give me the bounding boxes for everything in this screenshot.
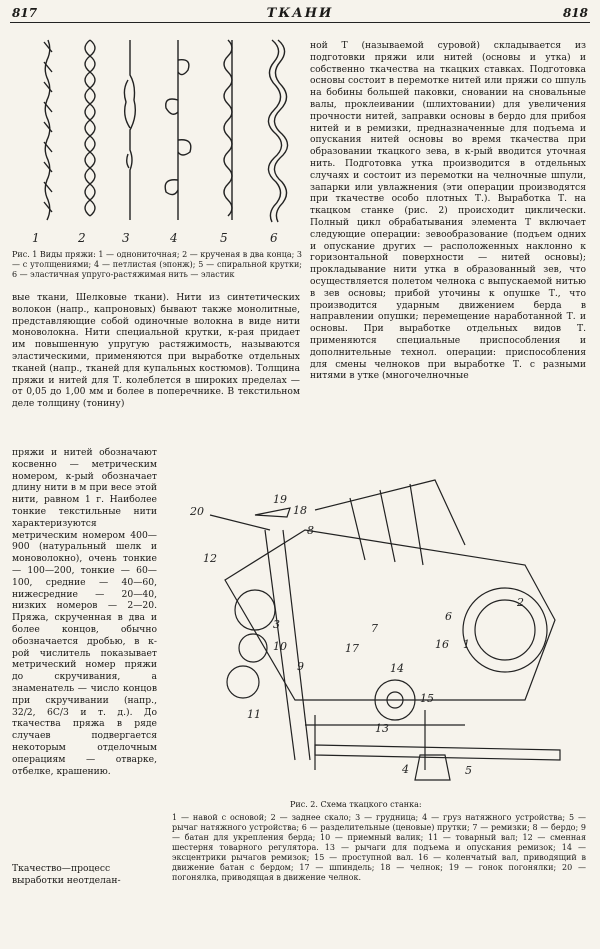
left-paragraph-3: Ткачество—процесс выработки неотделан-: [12, 863, 121, 886]
part-label-1: 1: [463, 638, 470, 651]
page-title: ТКАНИ: [266, 6, 334, 21]
part-label-2: 2: [517, 596, 524, 609]
part-label-3: 3: [273, 618, 280, 631]
yarn-types-figure: [10, 30, 302, 248]
part-label-5: 5: [465, 764, 472, 777]
header-rule: [10, 22, 590, 23]
part-label-4: 4: [402, 763, 409, 776]
fig1-label: 3: [122, 231, 130, 245]
fig1-label: 6: [270, 231, 278, 245]
right-paragraph-1: ной Т (называемой суровой) складывается из подготовки пряжи или нитей (основы и утка) и собственно ткачества на ткацких ставках. Подготовка основы состоит в перемотке нитей или пряжи со шпуль на бобины большей паковки, сновании на сновальные валы, проклеивании (шлихтовании) для увеличения прочности нитей, заправки основы в бердо для прибоя нитей и в ремизки, предназначенные для подъема и опускания нитей основы во время ткачества при образовании ткацкого зева, в к-рый вводится уточная нить. Подготовка утка производится в отдельных случаях и состоит из перемотки на челночные шпули, запарки или увлажнения (эти операции производятся при ткачестве особо плотных Т.). Выработка Т. на ткацком станке (рис. 2) происходит циклически. Полный цикл обрабатывания элемента Т включает следующие операции: зевообразование (подъем одних и опускание других — расположенных наклонно к горизонтальной поверхности — нитей основы); прокладывание нити утка в образованный зев, что осуществляется полетом челнока с выпускаемой нитью в зев основы; прибой уточины к опушке Т., что производится ударным движением берда в направлении опушки; перемещение наработанной Т. и основы. При выработке отдельных видов Т. применяются специальные приспособления и дополнительные технол. операции: приспособления для смены челноков при выработке Т. с разными нитями в утке (многочелночные: [310, 40, 586, 382]
part-label-8: 8: [307, 524, 314, 537]
part-label-7: 7: [371, 622, 378, 635]
fig1-label: 1: [32, 231, 40, 245]
part-label-12: 12: [203, 552, 217, 565]
left-page-number: 817: [12, 6, 38, 20]
part-label-11: 11: [247, 708, 261, 721]
back-rest: [235, 590, 275, 630]
fig1-label: 2: [78, 231, 86, 245]
fig1-label: 5: [220, 231, 228, 245]
tension-weight: [415, 755, 450, 780]
fig1-label: 4: [170, 231, 178, 245]
loom-schematic: [165, 470, 590, 795]
shuttle: [255, 508, 290, 517]
left-paragraph-1: вые ткани, Шелковые ткани). Нити из синтетических волокон (напр., капроновых) бывают также монолитные, представляющие собой одиночные волокна в виде нити моноволокна. Нити специальной крутки, к-рая придает им повышенную упругую растяжимость, называются эластическими, применяются при выработке отдельных тканей (напр., тканей для купальных костюмов). Толщина пряжи и нитей для Т. колеблется в широких пределах — от 0,05 до 1,00 мм и более в поперечнике. В текстильном деле толщину (тонину): [12, 292, 300, 410]
part-label-9: 9: [297, 660, 304, 673]
part-label-15: 15: [420, 692, 434, 705]
part-label-20: 20: [190, 505, 204, 518]
batten: [265, 530, 310, 760]
part-label-18: 18: [293, 504, 307, 517]
right-page-number: 818: [562, 6, 588, 20]
part-label-13: 13: [375, 722, 389, 735]
part-label-19: 19: [273, 493, 287, 506]
part-label-17: 17: [345, 642, 359, 655]
tension-lever: [315, 745, 560, 760]
yarn-twisted-two: [85, 40, 95, 216]
part-label-16: 16: [435, 638, 449, 651]
part-label-14: 14: [390, 662, 404, 675]
part-label-6: 6: [445, 610, 452, 623]
rocking-shaft: [305, 710, 465, 770]
take-up-roller: [239, 634, 267, 662]
yarn-spiral: [224, 40, 232, 216]
fig2-caption-title: Рис. 2. Схема ткацкого станка:: [290, 800, 422, 809]
fig2-legend: 1 — навой с основой; 2 — заднее скало; 3 — грудница; 4 — груз натяжного устройства; 5 — рычаг натяжного устройства; 6 — разделительные (ценовые) прутки; 7 — ремизки; 8 — бердо; 9 — батан для укрепления берда; 10 — приемный валик; 11 — товарный вал; 12 — сменная шестерня товарного регулятора. 13 — рычаги для подъема и опускания ремизок; 14 — эксцентрики рычагов ремизок; 15 — проступной вал. 16 — коленчатый вал, приводящий в движение батан с бердом; 17 — шпиндель; 18 — челнок; 19 — гонок погонялки; 20 — погонялка, приводящая в движение челнок.: [172, 813, 586, 882]
fig1-caption: Рис. 1 Виды пряжи: 1 — однониточная; 2 — крученая в два конца; 3 — с утолщениями; 4 — петлистая (эпонж); 5 — спиральной крутки; 6 — эластичная упруго-растяжимая нить — эластик: [12, 250, 302, 279]
yarn-slub: [130, 40, 135, 220]
cloth-beam: [227, 666, 259, 698]
part-label-10: 10: [273, 640, 287, 653]
left-paragraph-2: пряжи и нитей обозначают косвенно — метрическим номером, к-рый обозначает длину нити в м при весе этой нити, равном 1 г. Наиболее тонкие текстильные нити характеризуются метрическим номером 400—900 (натуральный шелк и моноволокно), очень тонкие — 100—200, тонкие — 60—100, средние — 40—60, нижесредние — 20—40, низких номеров — 2—20. Пряжа, скрученная в два и более концов, обычно обозначается дробью, в к-рой числитель показывает метрический номер пряжи до скручивания, а знаменатель — число концов при скручивании (напр., 32/2, 6С/3 и т. д.). До ткачества пряжа в ряде случаев подвергается некоторым отделочным операциям — отварке, отбелке, крашению.: [12, 447, 157, 777]
picker-stick: [210, 515, 270, 530]
